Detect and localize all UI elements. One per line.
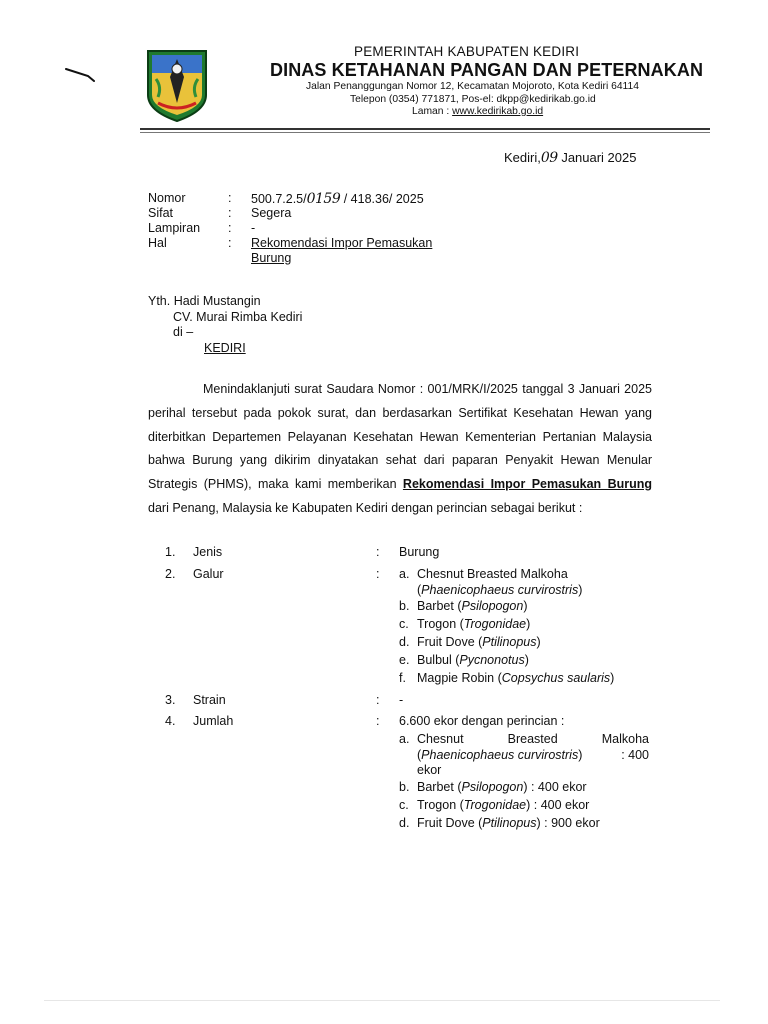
galur-latin: Copsychus saularis [501,671,611,685]
nomor-label: Nomor [148,191,186,205]
jumlah-latin-line: (Phaenicophaeus curvirostris) : 400 [417,747,649,762]
galur-name: Magpie Robin [417,671,495,685]
galur-text: Bulbul (Pycnonotus) [417,653,529,667]
item-value-jenis: Burung [399,545,440,559]
galur-name: Bulbul [417,653,452,667]
phone-email: Telepon (0354) 771871, Pos-el: dkpp@kedirikab.go.id [350,94,596,105]
galur-letter: b. [399,599,410,613]
colon: : [228,191,232,205]
galur-name: Fruit Dove [417,635,475,649]
item-label-galur: Galur [193,567,224,581]
recipient-city: KEDIRI [204,341,246,355]
galur-letter: f. [399,671,406,685]
department-name: DINAS KETAHANAN PANGAN DAN PETERNAKAN [270,60,704,80]
galur-name: Trogon [417,617,457,631]
kediri-regency-crest-logo [144,47,210,123]
colon: : [376,567,380,581]
letter-date [504,150,636,166]
item-value-jumlah: 6.600 ekor dengan perincian : [399,714,565,728]
nomor-prefix: 500.7.2.5/ [251,192,307,206]
website-label: Laman : [412,106,450,117]
item-number: 1. [165,545,176,559]
item-value-strain: - [399,693,404,707]
galur-latin: Ptilinopus [482,635,537,649]
pen-tick-mark [64,64,96,82]
jumlah-text: Trogon (Trogonidae) : 400 ekor [417,798,590,812]
letterhead-rule-thick [140,128,710,130]
recipient-di: di – [173,325,194,339]
jumlah-text: Fruit Dove (Ptilinopus) : 900 ekor [417,816,600,830]
page-bottom-edge [44,1000,720,1001]
jumlah-name-word: Malkoha [601,732,649,746]
jumlah-letter: b. [399,780,410,794]
lampiran-label: Lampiran [148,221,201,235]
colon: : [228,221,232,235]
nomor-handwritten: 0159 [306,191,341,207]
jumlah-count: : 900 ekor [544,816,600,830]
jumlah-name-word: Chesnut [417,732,464,746]
colon: : [376,693,380,707]
jumlah-unit: ekor [417,763,442,777]
item-label-jenis: Jenis [193,545,223,559]
jumlah-latin: Ptilinopus [482,816,537,830]
recipient-company: CV. Murai Rimba Kediri [173,310,303,324]
galur-name: Chesnut Breasted Malkoha [417,567,568,581]
item-number: 3. [165,693,176,707]
body-text-part1: Menindaklanjuti surat Saudara Nomor : 001/MRK/I/2025 tanggal 3 Januari 2025 perihal tersebut pada pokok surat, dan berdasarkan Sertifikat Kesehatan Hewan yang diterbitkan Departemen Pelayanan Kesehatan Hewan Kementerian Pertanian Malaysia bahwa Burung yang dikirim dinyatakan sehat dari paparan Penyakit Hewan Menular Strategis (PHMS), maka kami memberikan [148,382,652,492]
jumlah-letter: a. [399,732,410,746]
jumlah-text [417,732,649,779]
jumlah-latin: Trogonidae [463,798,527,812]
jumlah-name: Trogon [417,798,457,812]
galur-letter: c. [399,617,409,631]
galur-text: Trogon (Trogonidae) [417,617,531,631]
galur-text: Fruit Dove (Ptilinopus) [417,635,541,649]
galur-text: Magpie Robin (Copsychus saularis) [417,671,615,685]
jumlah-name-word: Breasted [507,732,558,746]
galur-latin: Phaenicophaeus curvirostris [421,582,579,597]
government-name: PEMERINTAH KABUPATEN KEDIRI [354,44,580,59]
hal-value-line2: Burung [251,251,292,265]
galur-text: Barbet (Psilopogon) [417,599,528,613]
jumlah-count: : 400 ekor [533,798,590,812]
sifat-label: Sifat [148,206,174,220]
recipient-name: Yth. Hadi Mustangin [148,294,261,308]
galur-letter: e. [399,653,410,667]
office-address: Jalan Penanggungan Nomor 12, Kecamatan Mojoroto, Kota Kediri 64114 [306,81,639,92]
date-day-handwritten: 09 [540,150,558,166]
item-label-strain: Strain [193,693,226,707]
colon: : [376,714,380,728]
body-paragraph [148,378,652,521]
sifat-value: Segera [251,206,292,220]
date-month-year: Januari 2025 [561,150,637,165]
hal-value-line1: Rekomendasi Impor Pemasukan [251,236,433,250]
body-text-part2: dari Penang, Malaysia ke Kabupaten Kediri dengan perincian sebagai berikut : [148,500,583,515]
nomor-suffix: / 418.36/ 2025 [343,192,424,206]
lampiran-value: - [251,221,256,235]
jumlah-latin: Phaenicophaeus curvirostris [421,747,579,762]
hal-label: Hal [148,236,167,250]
nomor-value [251,191,424,207]
galur-text: Chesnut Breasted Malkoha (Phaenicophaeus curvirostris) [417,567,583,597]
colon: : [228,206,232,220]
item-number: 4. [165,714,176,728]
letterhead-rule-thin [140,132,710,133]
galur-letter: d. [399,635,410,649]
item-label-jumlah: Jumlah [193,714,234,728]
jumlah-letter: c. [399,798,409,812]
website-link[interactable]: www.kedirikab.go.id [452,106,544,117]
date-city: Kediri, [504,150,541,165]
jumlah-name: Barbet [417,780,454,794]
jumlah-count: : 400 ekor [530,780,587,794]
galur-letter: a. [399,567,410,581]
colon: : [376,545,380,559]
jumlah-name: Fruit Dove [417,816,475,830]
item-number: 2. [165,567,176,581]
jumlah-name-justified [417,732,649,748]
website-line [412,106,543,117]
jumlah-count: : 400 [621,747,649,762]
galur-name: Barbet [417,599,454,613]
jumlah-letter: d. [399,816,410,830]
colon: : [228,236,232,250]
galur-latin: Trogonidae [463,617,527,631]
jumlah-latin: Psilopogon [461,780,524,794]
jumlah-text: Barbet (Psilopogon) : 400 ekor [417,780,587,794]
galur-latin: Pycnonotus [459,653,525,667]
galur-latin: Psilopogon [461,599,524,613]
body-emphasis: Rekomendasi Impor Pemasukan Burung [402,477,653,492]
